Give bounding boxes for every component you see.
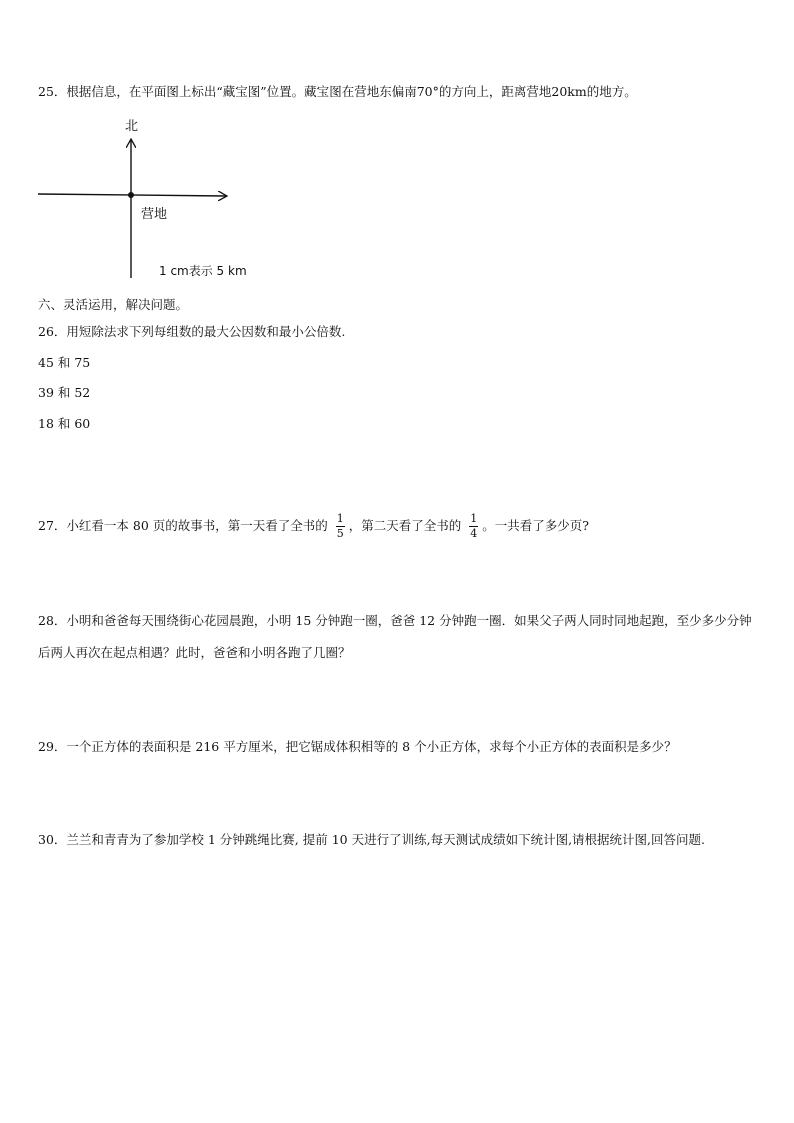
q26-pair-3: 18 和 60 — [38, 416, 91, 431]
q27-mid: ，第二天看了全书的 — [348, 518, 462, 533]
q27-suffix: 。一共看了多少页? — [482, 518, 589, 533]
question-29: 29．一个正方体的表面积是 216 平方厘米，把它锯成体积相等的 8 个小正方体，求每个小正方体的表面积是多少？ — [38, 739, 677, 754]
question-26: 26．用短除法求下列每组数的最大公因数和最小公倍数. — [38, 324, 346, 339]
question-27 — [38, 513, 589, 540]
q27-frac1-numerator: 1 — [336, 512, 344, 525]
north-label: 北 — [125, 119, 139, 134]
compass-diagram — [36, 116, 256, 286]
q25-mid: 的方向上，距离营地 — [438, 84, 552, 99]
question-30: 30．兰兰和青青为了参加学校 1 分钟跳绳比赛, 提前 10 天进行了训练,每天测试成绩如下统计图,请根据统计图,回答问题. — [38, 832, 706, 847]
q27-frac1-denominator: 5 — [336, 527, 344, 540]
q27-frac2-numerator: 1 — [470, 512, 478, 525]
q25-suffix: 的地方。 — [586, 84, 637, 99]
q26-pair-2: 39 和 52 — [38, 385, 91, 400]
origin-label: 营地 — [141, 207, 168, 222]
q27-fraction-1 — [336, 513, 345, 540]
q27-prefix: 27．小红看一本 80 页的故事书，第一天看了全书的 — [38, 518, 328, 533]
q26-pair-1: 45 和 75 — [38, 355, 91, 370]
q27-frac2-denominator: 4 — [470, 527, 478, 540]
scale-label: 1 cm表示 5 km — [159, 264, 247, 278]
q25-distance: 20km — [551, 84, 587, 99]
section-6-title: 六、灵活运用，解决问题。 — [38, 297, 189, 312]
question-28: 28．小明和爸爸每天围绕街心花园晨跑，小明 15 分钟跑一圈，爸爸 12 分钟跑一圈．如果父子两人同时同地起跑，至少多少分钟后两人再次在起点相遇？此时，爸爸和小明各跑了几圈？ — [38, 613, 752, 660]
origin-point — [128, 192, 134, 198]
question-25 — [38, 83, 637, 101]
q25-angle: 70° — [416, 84, 439, 99]
q27-fraction-2 — [469, 513, 478, 540]
q25-prefix: 25．根据信息，在平面图上标出“藏宝图”位置。藏宝图在营地东偏南 — [38, 84, 417, 99]
